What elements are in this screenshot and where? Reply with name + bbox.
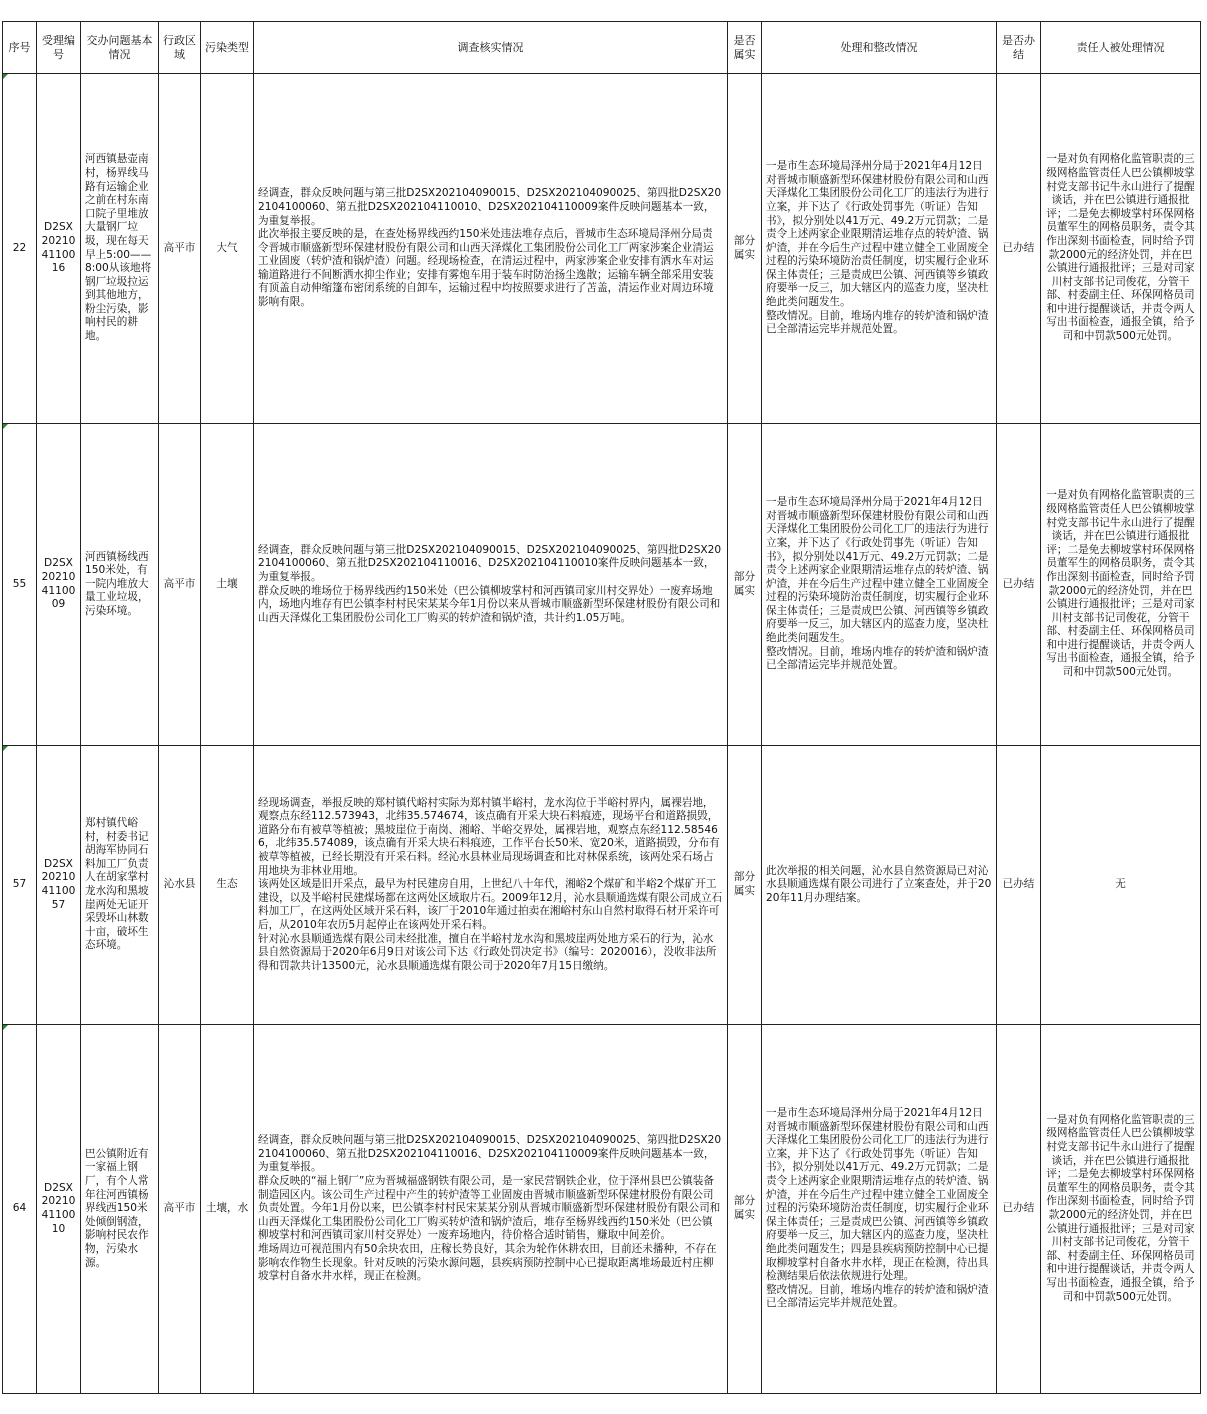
cell-pollution: 土壤 [201, 424, 254, 746]
cell-investigation: 经调查，群众反映问题与第三批D2SX202104090015、D2SX202104090025、第四批D2SX202104100060、第五批D2SX202104110016、D2SX202104110009案件反映问题基本一致，为重复举报。 群众反映的“福上钢厂”应为晋城福盛钢铁有限公司，是一家民营钢铁企业，位于泽州县巴公镇装备制造园区内。该公司生产过程中产生的转炉渣等工业固废由晋城市顺盛新型环保建材股份有限公司负责处置。今年1月份以来，巴公镇李村村民宋某某分别从晋城市顺盛新型环保建材股份有限公司和山西天泽煤化工集团股份公司化工厂购买转炉渣和锅炉渣后，堆存至杨界线西约150米处（巴公镇柳坡掌村和河西镇司家川村交界处）一废弃场地内，待价格合适时销售，赚取中间差价。 堆场周边可视范围内有50余块农田，庄稼长势良好，其余为轮作休耕农田，目前还未播种，不存在影响农作物生长现象。针对反映的污染水源问题，县疾病预防控制中心已提取距离堆场最近村庄柳坡掌村自备水井水样，现正在检测。 [254, 1025, 728, 1394]
cell-pollution: 大气 [201, 74, 254, 424]
header-pollution: 污染类型 [201, 22, 254, 74]
cell-handling: 一是市生态环境局泽州分局于2021年4月12日对晋城市顺盛新型环保建材股份有限公司和山西天泽煤化工集团股份公司化工厂的违法行为进行立案，并下达了《行政处罚事先（听证）告知书》，拟分别处以41万元、49.2万元罚款；二是责令上述两家企业限期清运堆存点的转炉渣、锅炉渣，并在今后生产过程中建立健全工业固废全过程的污染环境防治责任制度，切实履行企业环保主体责任；三是责成巴公镇、河西镇等乡镇政府要举一反三，加大辖区内的巡查力度，坚决杜绝此类问题发生；四是县疾病预防控制中心已提取柳坡掌村自备水井水样，现正在检测，待出具检测结果后依法依规进行处理。 整改情况。目前，堆场内堆存的转炉渣和锅炉渣已全部清运完毕并规范处置。 [762, 1025, 997, 1394]
comment-marker-icon [3, 424, 8, 429]
header-issue: 交办问题基本情况 [81, 22, 159, 74]
cell-closed: 已办结 [997, 746, 1041, 1025]
cell-case-no: D2SX202104110016 [37, 74, 81, 424]
cell-handling: 一是市生态环境局泽州分局于2021年4月12日对晋城市顺盛新型环保建材股份有限公司和山西天泽煤化工集团股份公司化工厂的违法行为进行立案，并下达了《行政处罚事先（听证）告知书》，拟分别处以41万元、49.2万元罚款；二是责令上述两家企业限期清运堆存点的转炉渣、锅炉渣，并在今后生产过程中建立健全工业固废全过程的污染环境防治责任制度，切实履行企业环保主体责任；三是责成巴公镇、河西镇等乡镇政府要举一反三，加大辖区内的巡查力度，坚决杜绝此类问题发生。 整改情况。目前，堆场内堆存的转炉渣和锅炉渣已全部清运完毕并规范处置。 [762, 424, 997, 746]
header-region: 行政区域 [159, 22, 201, 74]
cell-issue: 河西镇杨线西150米处，有一院内堆放大量工业垃圾，污染环境。 [81, 424, 159, 746]
cell-investigation: 经调查，群众反映问题与第三批D2SX202104090015、D2SX202104090025、第四批D2SX202104100060、第五批D2SX202104110016、D2SX202104110010案件反映问题基本一致，为重复举报。 群众反映的堆场位于杨界线西约150米处（巴公镇柳坡掌村和河西镇司家川村交界处）一废弃场地内，场地内堆存有巴公镇李村村民宋某某今年1月份以来从晋城市顺盛新型环保建材股份有限公司和山西天泽煤化工集团股份公司化工厂购买的转炉渣和锅炉渣，共计约1.05万吨。 [254, 424, 728, 746]
cell-case-no: D2SX202104110057 [37, 746, 81, 1025]
cell-issue: 巴公镇附近有一家福上钢厂，有个人常年往河西镇杨界线西150米处倾倒钢渣，影响村民农作物，污染水源。 [81, 1025, 159, 1394]
cell-handling: 此次举报的相关问题，沁水县自然资源局已对沁水县顺通选煤有限公司进行了立案查处，并于2020年11月办理结案。 [762, 746, 997, 1025]
cell-accountability: 一是对负有网格化监管职责的三级网格监管责任人巴公镇柳坡掌村党支部书记牛永山进行了提醒谈话，并在巴公镇进行通报批评；二是免去柳坡掌村环保网格员董军生的网格员职务，责令其作出深刻书面检查，同时给予罚款2000元的经济处罚，并在巴公镇进行通报批评；三是对司家川村支部书记司俊花，分管干部、村委副主任、环保网格员司和中进行提醒谈话，并责令两人写出书面检查，通报全镇，给予司和中罚款500元处罚。 [1041, 1025, 1201, 1394]
cell-investigation: 经现场调查，举报反映的郑村镇代峪村实际为郑村镇半峪村，龙水沟位于半峪村界内，属裸岩地，观察点东经112.573943，北纬35.574674，该点确有开采大块石料痕迹，现场平台和道路损毁，道路分布有被草等植被；黑坡崖位于南岗、湘峪、半峪交界处，属裸岩地，观察点东经112.585466，北纬35.574089，该点确有开采大块石料痕迹，工作平台长50米、宽20米，道路损毁，分布有被草等植被，已经长期没有开采石料。经沁水县林业局现场调查和比对林保系统，该两处采石场占用地块为非林业用地。 该两处区域是旧开采点，最早为村民建房自用，上世纪八十年代，湘峪2个煤矿和半峪2个煤矿开工建设，以及半峪村民建煤场都在这两处区域取片石。2009年12月，沁水县顺通选煤有限公司成立石料加工厂，在这两处区域开采石料，该厂于2010年通过拍卖在湘峪村东山自然村取得石材开采许可后，从2010年农历5月起停止在该两处开采石料。 针对沁水县顺通选煤有限公司未经批准，擅自在半峪村龙水沟和黑坡崖两处地方采石的行为，沁水县自然资源局于2020年6月9日对该公司下达《行政处罚决定书》（编号：2020016），没收非法所得和罚款共计13500元，沁水县顺通选煤有限公司于2020年7月15日缴纳。 [254, 746, 728, 1025]
cell-seq: 22 [3, 74, 37, 424]
header-verified: 是否属实 [728, 22, 762, 74]
cell-verified: 部分属实 [728, 1025, 762, 1394]
cell-accountability: 一是对负有网格化监管职责的三级网格监管责任人巴公镇柳坡掌村党支部书记牛永山进行了提醒谈话，并在巴公镇进行通报批评；二是免去柳坡掌村环保网格员董军生的网格员职务，责令其作出深刻书面检查，同时给予罚款2000元的经济处罚，并在巴公镇进行通报批评；三是对司家川村支部书记司俊花，分管干部、村委副主任、环保网格员司和中进行提醒谈话，并责令两人写出书面检查，通报全镇，给予司和中罚款500元处罚。 [1041, 74, 1201, 424]
cell-verified: 部分属实 [728, 424, 762, 746]
comment-marker-icon [3, 1025, 8, 1030]
cell-region: 高平市 [159, 1025, 201, 1394]
cell-issue: 郑村镇代峪村，村委书记胡海军协同石料加工厂负责人在胡家掌村龙水沟和黑坡崖两处无证开采毁坏山林数十亩，破坏生态环境。 [81, 746, 159, 1025]
cell-verified: 部分属实 [728, 746, 762, 1025]
cell-issue: 河西镇悬壶南村，杨界线马路有运输企业之前在村东南口院子里堆放大量钢厂垃圾，现在每天早上5:00——8:00从该地将钢厂垃圾拉运到其他地方，粉尘污染，影响村民的耕地。 [81, 74, 159, 424]
cell-investigation: 经调查，群众反映问题与第三批D2SX202104090015、D2SX202104090025、第四批D2SX202104100060、第五批D2SX202104110010、D2SX202104110009案件反映问题基本一致，为重复举报。 此次举报主要反映的是，在查处杨界线西约150米处违法堆存点后，晋城市生态环境局泽州分局责令晋城市顺盛新型环保建材股份有限公司和山西天泽煤化工集团股份公司化工厂两家涉案企业清运工业固废（转炉渣和锅炉渣）问题。经现场检查，在清运过程中，两家涉案企业安排有洒水车对运输道路进行不间断洒水抑尘作业；安排有雾炮车用于装车时防治扬尘逸散；运输车辆全部采用安装有顶盖自动伸缩篷布密闭系统的自卸车，运输过程中均按照要求进行了苫盖，清运作业对周边环境影响有限。 [254, 74, 728, 424]
header-investigation: 调查核实情况 [254, 22, 728, 74]
cell-seq: 55 [3, 424, 37, 746]
table-row [3, 74, 1201, 424]
cell-pollution: 生态 [201, 746, 254, 1025]
header-row [3, 22, 1201, 74]
complaint-table [2, 21, 1201, 1394]
cell-case-no: D2SX202104110009 [37, 424, 81, 746]
cell-region: 沁水县 [159, 746, 201, 1025]
comment-marker-icon [3, 74, 8, 79]
cell-closed: 已办结 [997, 1025, 1041, 1394]
cell-accountability: 一是对负有网格化监管职责的三级网格监管责任人巴公镇柳坡掌村党支部书记牛永山进行了提醒谈话，并在巴公镇进行通报批评；二是免去柳坡掌村环保网格员董军生的网格员职务，责令其作出深刻书面检查，同时给予罚款2000元的经济处罚，并在巴公镇进行通报批评；三是对司家川村支部书记司俊花，分管干部、村委副主任、环保网格员司和中进行提醒谈话，并责令两人写出书面检查，通报全镇，给予司和中罚款500元处罚。 [1041, 424, 1201, 746]
header-handling: 处理和整改情况 [762, 22, 997, 74]
table-row [3, 1025, 1201, 1394]
cell-seq: 57 [3, 746, 37, 1025]
cell-closed: 已办结 [997, 424, 1041, 746]
comment-marker-icon [3, 746, 8, 751]
header-case-no: 受理编号 [37, 22, 81, 74]
cell-region: 高平市 [159, 74, 201, 424]
header-closed: 是否办结 [997, 22, 1041, 74]
cell-closed: 已办结 [997, 74, 1041, 424]
cell-seq: 64 [3, 1025, 37, 1394]
cell-region: 高平市 [159, 424, 201, 746]
cell-pollution: 土壤，水 [201, 1025, 254, 1394]
header-seq: 序号 [3, 22, 37, 74]
table-row [3, 746, 1201, 1025]
cell-accountability: 无 [1041, 746, 1201, 1025]
header-accountability: 责任人被处理情况 [1041, 22, 1201, 74]
cell-handling: 一是市生态环境局泽州分局于2021年4月12日对晋城市顺盛新型环保建材股份有限公司和山西天泽煤化工集团股份公司化工厂的违法行为进行立案，并下达了《行政处罚事先（听证）告知书》，拟分别处以41万元、49.2万元罚款；二是责令上述两家企业限期清运堆存点的转炉渣、锅炉渣，并在今后生产过程中建立健全工业固废全过程的污染环境防治责任制度，切实履行企业环保主体责任；三是责成巴公镇、河西镇等乡镇政府要举一反三，加大辖区内的巡查力度，坚决杜绝此类问题发生。 整改情况。目前，堆场内堆存的转炉渣和锅炉渣已全部清运完毕并规范处置。 [762, 74, 997, 424]
cell-verified: 部分属实 [728, 74, 762, 424]
table-row [3, 424, 1201, 746]
cell-case-no: D2SX202104110010 [37, 1025, 81, 1394]
